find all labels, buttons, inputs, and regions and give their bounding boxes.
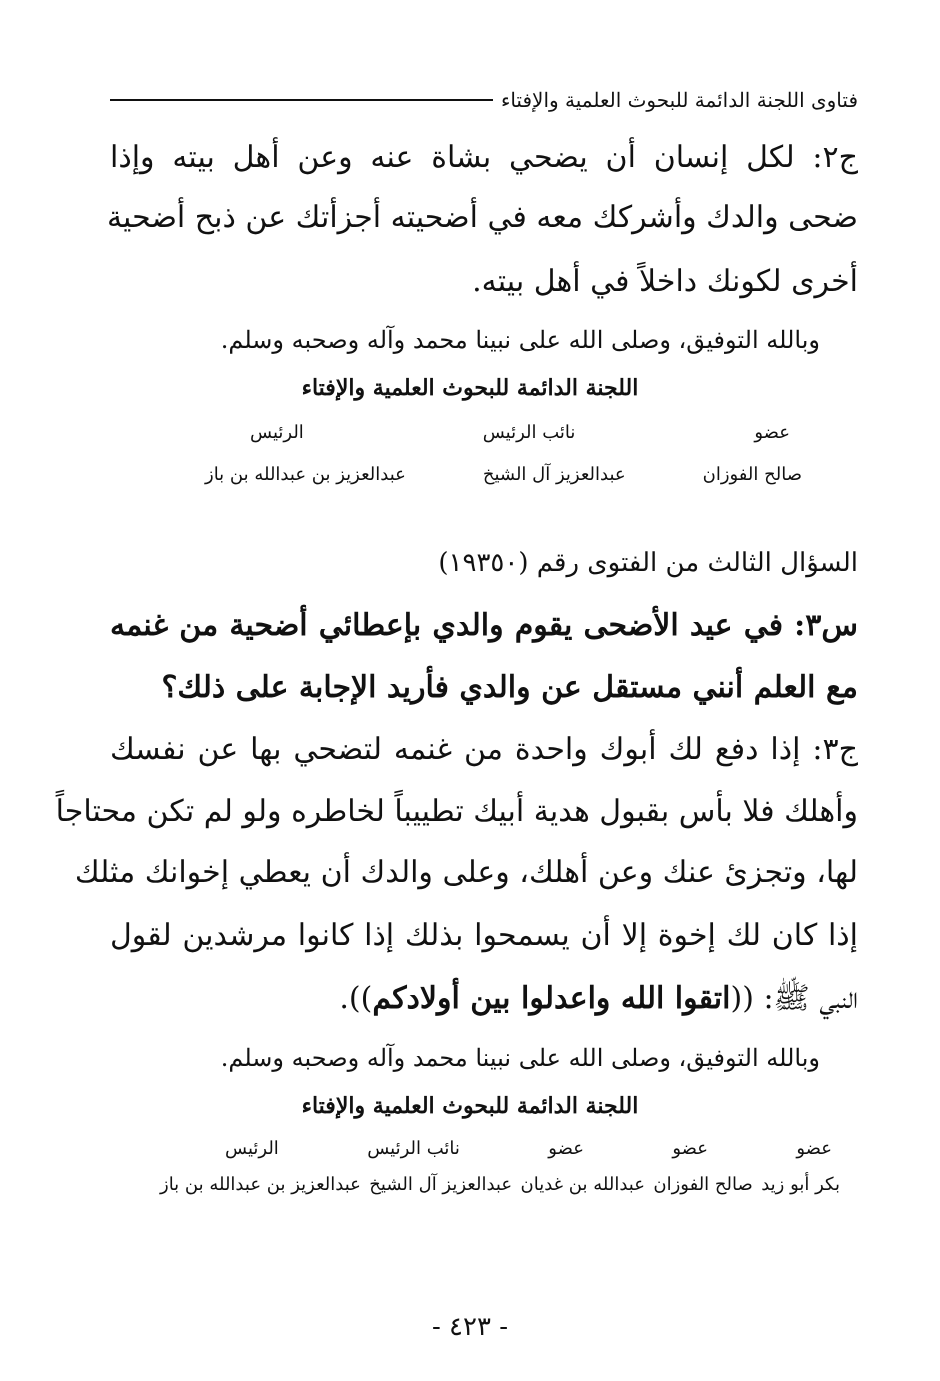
answer2-line-2: ضحى والدك وأشركك معه في أضحيته أجزأتك عن ذبح أضحية <box>106 200 858 235</box>
signatory-role: عضو <box>672 1138 708 1159</box>
fatwa3-title: السؤال الثالث من الفتوى رقم (١٩٣٥٠) <box>438 548 858 578</box>
fatwa3-answer-line-2: وأهلك فلا بأس بقبول هدية أبيك تطييباً لخاطره ولو لم تكن محتاجاً <box>55 794 858 829</box>
hadith-text: اتقوا الله واعدلوا بين أولادكم <box>372 981 731 1016</box>
signatory-role: عضو <box>796 1138 832 1159</box>
fatwa3-closing: وبالله التوفيق، وصلى الله على نبينا محمد وآله وصحبه وسلم. <box>220 1044 820 1072</box>
answer2-signature-roles <box>250 422 790 443</box>
hadith-suffix: )). <box>339 981 373 1016</box>
fatwa3-answer-line-3: لها، وتجزئ عنك وعن أهلك، وعلى والدك أن يعطي إخوانك مثلك <box>74 855 858 890</box>
signatory-role: الرئيس <box>225 1138 279 1159</box>
signatory-name: عبدالعزيز آل الشيخ <box>482 464 626 485</box>
signatory-name: صالح الفوزان <box>653 1174 753 1195</box>
answer2-closing: وبالله التوفيق، وصلى الله على نبينا محمد وآله وصحبه وسلم. <box>220 326 820 354</box>
running-header <box>110 82 858 118</box>
signatory-role: نائب الرئيس <box>367 1138 460 1159</box>
fatwa3-answer-line-4: إذا كان لك إخوة إلا أن يسمحوا بذلك إذا كانوا مرشدين لقول <box>110 918 858 953</box>
signatory-role: عضو <box>754 422 790 443</box>
hadith-prefix: النبي ﷺ: (( <box>730 981 858 1016</box>
fatwa3-committee: اللجنة الدائمة للبحوث العلمية والإفتاء <box>301 1093 639 1119</box>
signatory-name: عبدالعزيز آل الشيخ <box>369 1174 513 1195</box>
page-number: - ٤٢٣ - <box>431 1312 509 1342</box>
answer2-line-1: ج٢: لكل إنسان أن يضحي بشاة عنه وعن أهل بيته وإذا <box>110 140 858 175</box>
signatory-name: عبدالله بن غديان <box>520 1174 645 1195</box>
answer2-committee: اللجنة الدائمة للبحوث العلمية والإفتاء <box>301 375 639 401</box>
header-title: فتاوى اللجنة الدائمة للبحوث العلمية والإفتاء <box>500 88 858 112</box>
fatwa3-question-line-2: مع العلم أنني مستقل عن والدي فأريد الإجابة على ذلك؟ <box>161 670 858 705</box>
signatory-role: نائب الرئيس <box>482 422 576 443</box>
signatory-name: بكر أبو زيد <box>761 1174 840 1195</box>
fatwa3-question-line-1: س٣: في عيد الأضحى يقوم والدي بإعطائي أضحية من غنمه <box>110 608 858 643</box>
answer2-line-3: أخرى لكونك داخلاً في أهل بيته. <box>472 264 858 299</box>
answer2-signature-names <box>205 464 802 485</box>
header-rule <box>110 99 493 101</box>
signatory-name: عبدالعزيز بن عبدالله بن باز <box>160 1174 361 1195</box>
fatwa3-signature-names <box>160 1174 840 1195</box>
signatory-name: عبدالعزيز بن عبدالله بن باز <box>205 464 406 485</box>
signatory-role: عضو <box>548 1138 584 1159</box>
fatwa3-answer-line-1: ج٣: إذا دفع لك أبوك واحدة من غنمه لتضحي بها عن نفسك <box>110 732 858 767</box>
fatwa3-answer-line-5 <box>339 980 858 1023</box>
fatwa3-signature-roles <box>225 1138 832 1159</box>
signatory-name: صالح الفوزان <box>702 464 802 485</box>
signatory-role: الرئيس <box>250 422 304 443</box>
